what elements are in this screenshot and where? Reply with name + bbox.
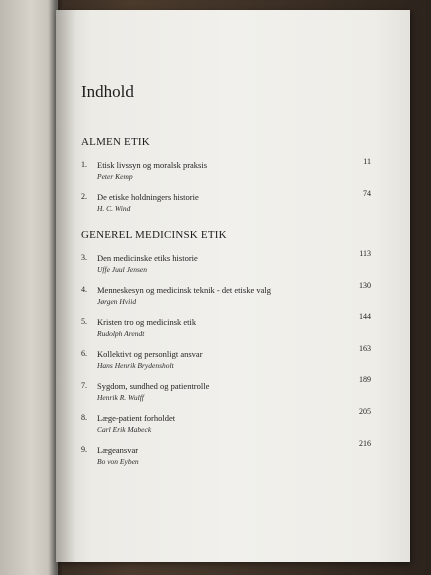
entry-number: 4. — [81, 285, 87, 294]
entry-author: Rudolph Arendt — [97, 329, 145, 338]
entry-title: De etiske holdningers historie — [97, 192, 199, 202]
entry-author: Hans Henrik Brydensholt — [97, 361, 174, 370]
toc-entry-5 — [81, 312, 371, 347]
toc-entry-4 — [81, 281, 371, 315]
entry-page-number: 11 — [363, 157, 371, 166]
entry-title: Sygdom, sundhed og patientrolle — [97, 381, 210, 391]
entry-author: Bo von Eyben — [97, 457, 139, 466]
entry-title: Den medicinske etiks historie — [97, 253, 198, 263]
entry-author: Henrik R. Wulff — [97, 393, 144, 402]
toc-entry-6 — [81, 344, 371, 379]
contents-page — [56, 10, 410, 562]
toc-entry-8 — [81, 407, 371, 443]
entry-author: Carl Erik Mabeck — [97, 425, 152, 434]
toc-entry-7 — [81, 375, 371, 411]
toc-entry-2 — [81, 189, 371, 222]
entry-title: Menneskesyn og medicinsk teknik - det etiske valg — [97, 285, 271, 295]
gutter-shadow — [56, 10, 76, 562]
entry-title: Læge-patient forholdet — [97, 413, 176, 423]
entry-title: Lægeansvar — [97, 445, 139, 455]
entry-title: Kollektivt og personligt ansvar — [97, 349, 203, 359]
entry-author: Peter Kemp — [97, 172, 133, 181]
entry-page-number: 144 — [359, 312, 371, 321]
entry-author: H. C. Wind — [97, 204, 131, 213]
entry-page-number: 130 — [359, 281, 371, 290]
toc-entry-1 — [81, 157, 371, 190]
entry-page-number: 163 — [359, 344, 371, 353]
entry-page-number: 205 — [359, 407, 371, 416]
entry-number: 1. — [81, 160, 87, 169]
entry-page-number: 74 — [363, 189, 371, 198]
entry-number: 6. — [81, 349, 87, 358]
entry-number: 8. — [81, 413, 87, 422]
entry-author: Uffe Juul Jensen — [97, 265, 147, 274]
entry-page-number: 113 — [359, 249, 371, 258]
entry-title: Etisk livssyn og moralsk praksis — [97, 160, 208, 170]
page-title: Indhold — [81, 82, 134, 101]
section-heading-generel-medicinsk-etik: GENEREL MEDICINSK ETIK — [81, 229, 227, 241]
entry-number: 3. — [81, 253, 87, 262]
entry-number: 9. — [81, 445, 87, 454]
entry-number: 5. — [81, 317, 87, 326]
entry-page-number: 216 — [359, 439, 371, 448]
toc-entry-9 — [81, 439, 371, 475]
entry-number: 2. — [81, 192, 87, 201]
toc-entry-3 — [81, 249, 371, 283]
entry-number: 7. — [81, 381, 87, 390]
section-heading-almen-etik: ALMEN ETIK — [81, 136, 150, 148]
entry-author: Jørgen Hviid — [97, 297, 137, 306]
entry-title: Kristen tro og medicinsk etik — [97, 317, 197, 327]
entry-page-number: 189 — [359, 375, 371, 384]
